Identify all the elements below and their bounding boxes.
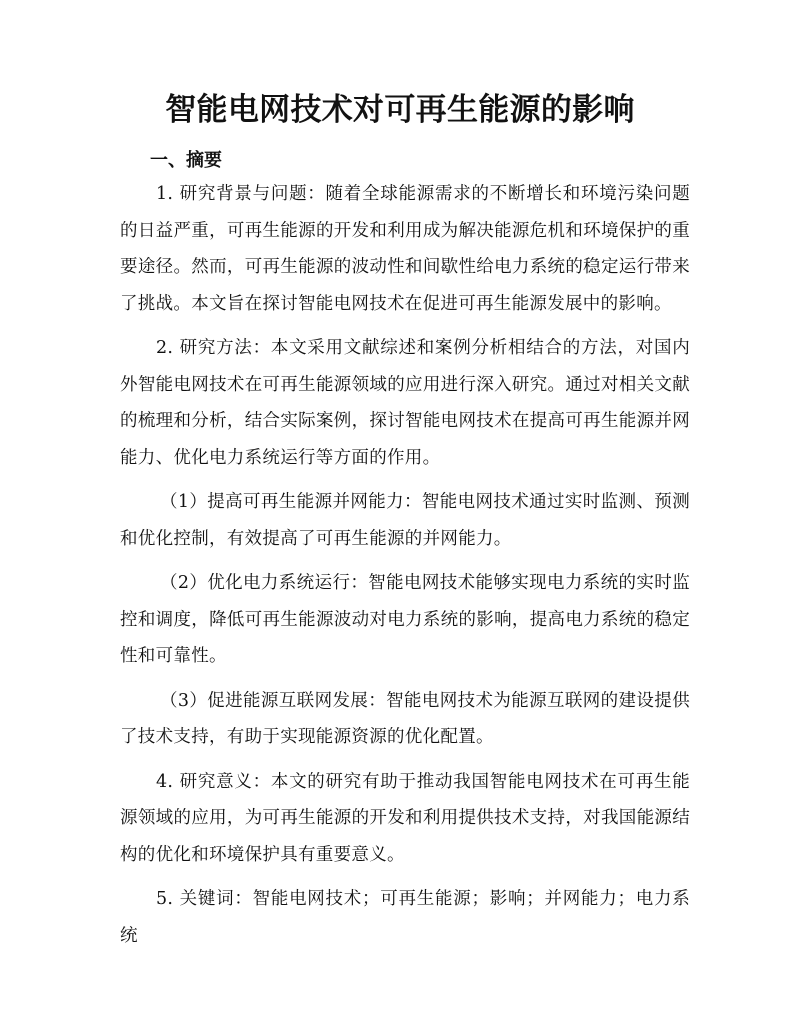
paragraph-research-method: 2. 研究方法：本文采用文献综述和案例分析相结合的方法，对国内外智能电网技术在可再生能源领域的应用进行深入研究。通过对相关文献的梳理和分析，结合实际案例，探讨智能电网技术在提高可再生能源并网能力、优化电力系统运行等方面的作用。 (120, 338, 690, 468)
paragraph-grid-integration: （1）提高可再生能源并网能力：智能电网技术通过实时监测、预测和优化控制，有效提高了可再生能源的并网能力。 (120, 492, 690, 549)
paragraph-research-significance: 4. 研究意义：本文的研究有助于推动我国智能电网技术在可再生能源领域的应用，为可再生能源的开发和利用提供技术支持，对我国能源结构的优化和环境保护具有重要意义。 (120, 771, 690, 865)
section-heading-abstract: 一、摘要 (150, 150, 222, 171)
paragraph-system-optimization: （2）优化电力系统运行：智能电网技术能够实现电力系统的实时监控和调度，降低可再生能源波动对电力系统的影响，提高电力系统的稳定性和可靠性。 (120, 573, 690, 666)
paragraph-research-background: 1. 研究背景与问题：随着全球能源需求的不断增长和环境污染问题的日益严重，可再生能源的开发和利用成为解决能源危机和环境保护的重要途径。然而，可再生能源的波动性和间歇性给电力系统的稳定运行带来了挑战。本文旨在探讨智能电网技术在促进可再生能源发展中的影响。 (120, 184, 690, 314)
abstract-body (120, 176, 690, 962)
paragraph-keywords: 5. 关键词：智能电网技术；可再生能源；影响；并网能力；电力系统 (120, 889, 690, 946)
document-title: 智能电网技术对可再生能源的影响 (165, 92, 635, 128)
paragraph-energy-internet: （3）促进能源互联网发展：智能电网技术为能源互联网的建设提供了技术支持，有助于实现能源资源的优化配置。 (120, 690, 690, 747)
